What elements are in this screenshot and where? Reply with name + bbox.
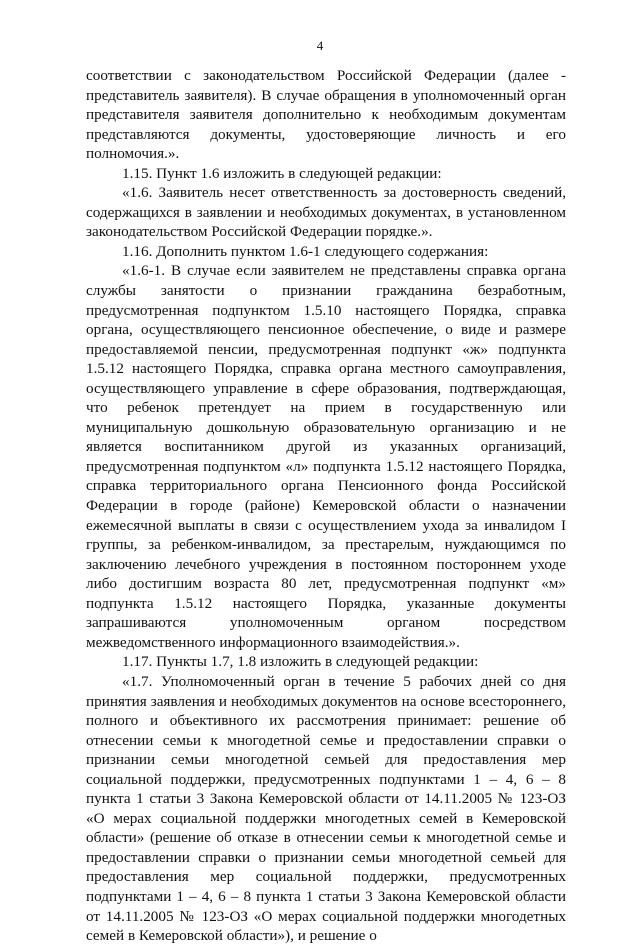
paragraph-1-17: 1.17. Пункты 1.7, 1.8 изложить в следующей редакции: bbox=[122, 653, 479, 671]
page-number: 4 bbox=[316, 38, 324, 53]
paragraph-1-16: 1.16. Дополнить пунктом 1.6-1 следующего содержания: bbox=[122, 242, 489, 260]
document-body bbox=[86, 66, 566, 946]
paragraph-1-6-text: «1.6. Заявитель несет ответственность за достоверность сведений, содержащихся в заявлении и необходимых документах, в установленном законодательством Российской Федерации порядке.». bbox=[86, 184, 566, 241]
paragraph-1-7-text: «1.7. Уполномоченный орган в течение 5 рабочих дней со дня принятия заявления и необходимых документов на основе всестороннего, полного и объективного их рассмотрения принимает: решение об отнесении семьи к многодетной семье и предоставлении справки о признании семьи многодетной семьей для предоставления мер социальной поддержки, предусмотренных подпунктами 1 – 4, 6 – 8 пункта 1 статьи 3 Закона Кемеровской области от 14.11.2005 № 123-ОЗ «О мерах социальной поддержки многодетных семей в Кемеровской области» (решение об отказе в отнесении семьи к многодетной семье и предоставлении справки о признании семьи многодетной семьей для предоставления мер социальной поддержки, предусмотренных подпунктами 1 – 4, 6 – 8 пункта 1 статьи 3 Закона Кемеровской области от 14.11.2005 № 123-ОЗ «О мерах социальной поддержки многодетных семей в Кемеровской области»), и решение о bbox=[86, 672, 566, 945]
paragraph-continuation: соответствии с законодательством Российской Федерации (далее - представитель заявителя). В случае обращения в уполномоченный орган представителя заявителя дополнительно к необходимым документам представляются документы, удостоверяющие личность и его полномочия.». bbox=[86, 67, 566, 163]
paragraph-1-6-1-text: «1.6-1. В случае если заявителем не представлены справка органа службы занятости о признании гражданина безработным, предусмотренная подпунктом 1.5.10 настоящего Порядка, справка органа, осуществляющего пенсионное обеспечение, о виде и размере предоставляемой пенсии, предусмотренная подпункт «ж» подпункта 1.5.12 настоящего Порядка, справка органа местного самоуправления, осуществляющего управление в сфере образования, подтверждающая, что ребенок претендует на прием в государственную или муниципальную дошкольную образовательную организацию и не является воспитанником другой из указанных организаций, предусмотренная подпунктом «л» подпункта 1.5.12 настоящего Порядка, справка территориального органа Пенсионного фонда Российской Федерации в городе (районе) Кемеровской области о назначении ежемесячной выплаты в связи с осуществлением ухода за инвалидом I группы, за ребенком-инвалидом, за престарелым, нуждающимся по заключению лечебного учреждения в постоянном постороннем уходе либо достигшим возраста 80 лет, предусмотренная подпункт «м» подпункта 1.5.12 настоящего Порядка, указанные документы запрашиваются уполномоченным органом посредством межведомственного информационного взаимодействия.». bbox=[86, 262, 566, 651]
paragraph-1-15: 1.15. Пункт 1.6 изложить в следующей редакции: bbox=[122, 164, 442, 182]
